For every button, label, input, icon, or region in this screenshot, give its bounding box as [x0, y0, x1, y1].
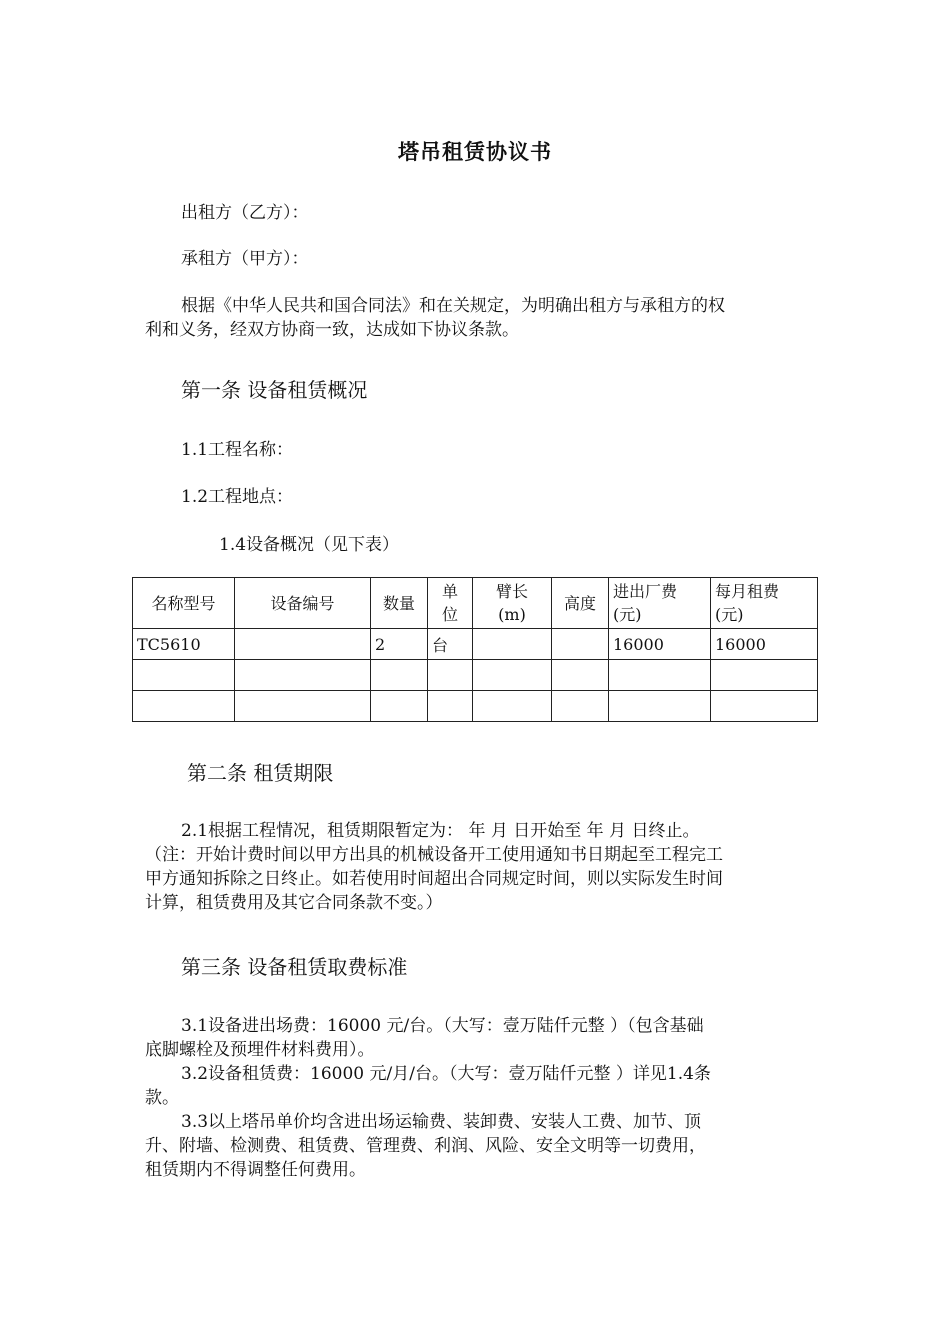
lessor-line: 出租方（乙方）： — [181, 203, 309, 223]
paragraph-line: 升、附墙、检测费、租赁费、管理费、利润、风险、安全文明等一切费用， — [145, 1136, 706, 1156]
table-cell — [235, 660, 371, 691]
intro-line: 利和义务，经双方协商一致，达成如下协议条款。 — [145, 320, 519, 340]
table-row — [133, 660, 818, 691]
table-cell — [371, 660, 428, 691]
paragraph-line: 甲方通知拆除之日终止。如若使用时间超出合同规定时间，则以实际发生时间 — [145, 869, 723, 889]
table-cell — [371, 691, 428, 722]
paragraph-line: 3.2设备租赁费：16000 元/月/台。（大写：壹万陆仟元整 ）详见1.4条 — [181, 1064, 711, 1084]
paragraph-line: 租赁期内不得调整任何费用。 — [145, 1160, 366, 1180]
header-unit: 单 位 — [428, 578, 473, 629]
section-1-heading: 第一条 设备租赁概况 — [181, 378, 368, 402]
section-3-paragraph — [145, 1014, 805, 1182]
table-cell — [428, 691, 473, 722]
section-3-heading: 第三条 设备租赁取费标准 — [181, 955, 408, 979]
header-quantity: 数量 — [371, 578, 428, 629]
table-cell — [711, 691, 818, 722]
table-cell — [473, 660, 552, 691]
intro-line: 根据《中华人民共和国合同法》和在关规定，为明确出租方与承租方的权 — [181, 296, 725, 316]
paragraph-line: 3.1设备进出场费：16000 元/台。（大写：壹万陆仟元整 ）（包含基础 — [181, 1016, 704, 1036]
paragraph-line: 3.3以上塔吊单价均含进出场运输费、装卸费、安装人工费、加节、顶 — [181, 1112, 702, 1132]
table-cell: 16000 — [609, 629, 711, 660]
header-boom-length: 臂长 (m) — [473, 578, 552, 629]
table-cell — [133, 660, 235, 691]
table-cell: 台 — [428, 629, 473, 660]
table-cell — [133, 691, 235, 722]
intro-paragraph — [145, 294, 805, 342]
table-cell — [609, 691, 711, 722]
table-cell: TC5610 — [133, 629, 235, 660]
table-cell: 2 — [371, 629, 428, 660]
table-cell — [235, 691, 371, 722]
project-location-line: 1.2工程地点： — [181, 487, 294, 507]
table-cell — [711, 660, 818, 691]
section-2-heading: 第二条 租赁期限 — [187, 761, 334, 785]
table-cell: 16000 — [711, 629, 818, 660]
header-height: 高度 — [552, 578, 609, 629]
header-entry-exit-fee: 进出厂费 (元) — [609, 578, 711, 629]
paragraph-line: （注：开始计费时间以甲方出具的机械设备开工使用通知书日期起至工程完工 — [145, 845, 723, 865]
paragraph-line: 2.1根据工程情况，租赁期限暂定为： 年 月 日开始至 年 月 日终止。 — [181, 821, 700, 841]
project-name-line: 1.1工程名称： — [181, 440, 294, 460]
equipment-overview-line: 1.4设备概况（见下表） — [219, 535, 400, 555]
header-model: 名称型号 — [133, 578, 235, 629]
table-header-row — [133, 578, 818, 629]
table-cell — [609, 660, 711, 691]
equipment-table — [132, 577, 818, 722]
table-row — [133, 629, 818, 660]
table-cell — [473, 629, 552, 660]
table-cell — [552, 691, 609, 722]
paragraph-line: 底脚螺栓及预埋件材料费用）。 — [145, 1040, 375, 1060]
table-cell — [552, 660, 609, 691]
table-row — [133, 691, 818, 722]
table-cell — [473, 691, 552, 722]
lessee-line: 承租方（甲方）： — [181, 249, 309, 269]
paragraph-line: 计算，租赁费用及其它合同条款不变。） — [145, 893, 443, 913]
document-title: 塔吊租赁协议书 — [398, 139, 552, 164]
header-equipment-no: 设备编号 — [235, 578, 371, 629]
section-2-paragraph — [145, 819, 805, 915]
table-cell — [428, 660, 473, 691]
table-cell — [235, 629, 371, 660]
header-monthly-rent: 每月租费 (元) — [711, 578, 818, 629]
paragraph-line: 款。 — [145, 1088, 179, 1108]
table-cell — [552, 629, 609, 660]
